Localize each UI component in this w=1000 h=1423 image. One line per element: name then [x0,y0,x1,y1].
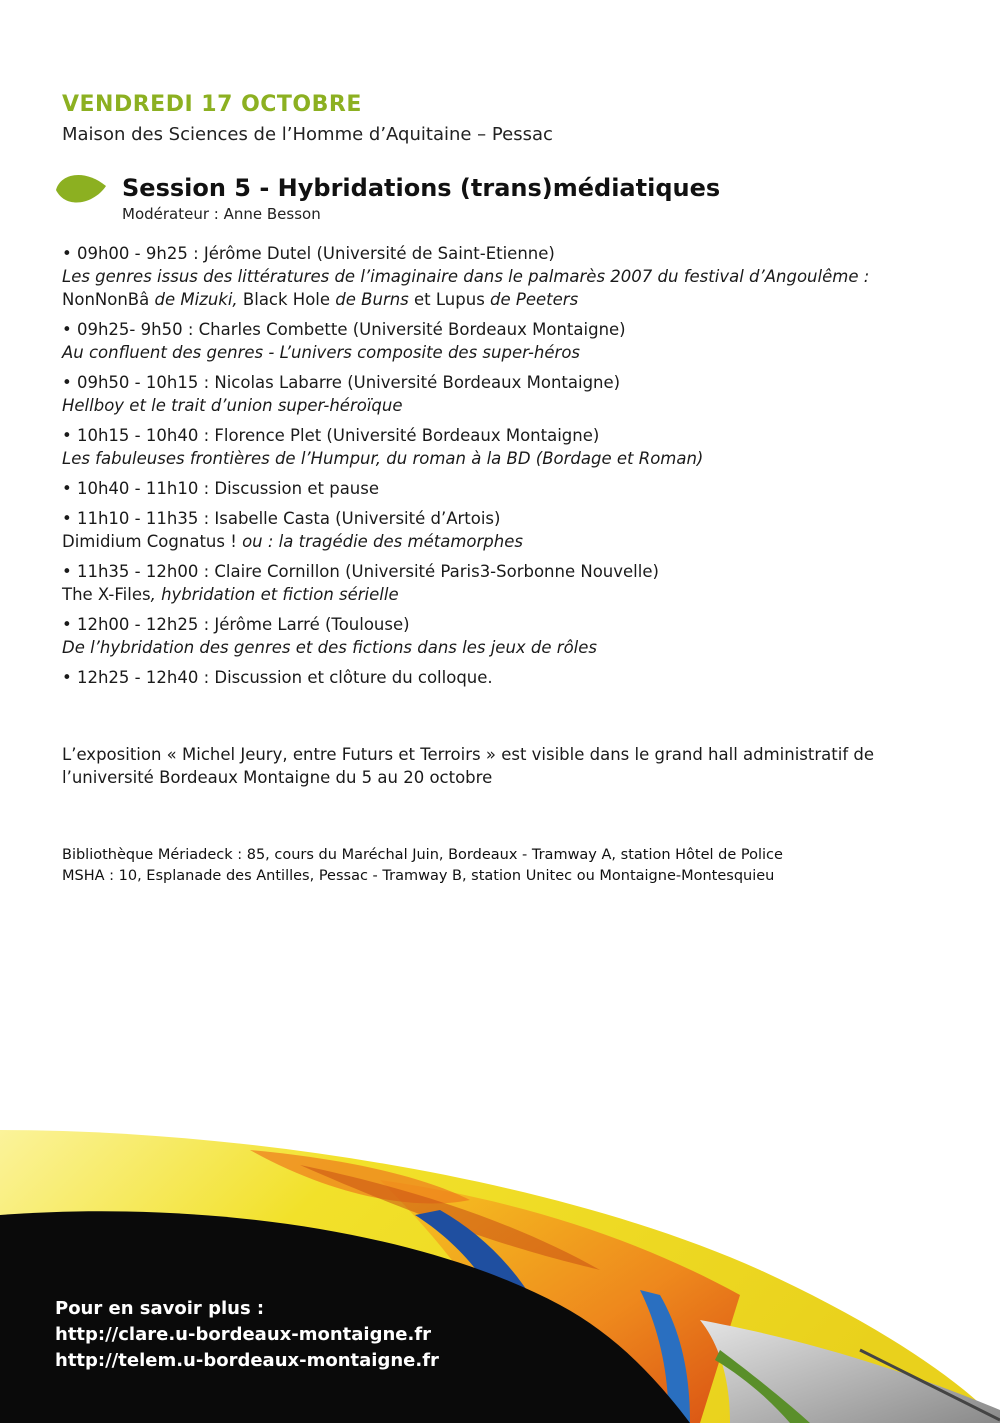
footer-link-telem[interactable]: http://telem.u-bordeaux-montaigne.fr [55,1350,439,1371]
talk-title-part: de Mizuki, [149,290,243,309]
footer-more-info [55,1296,439,1374]
talk-title-part: Lupus [435,290,485,309]
program-time-speaker: • 10h40 - 11h10 : Discussion et pause [62,479,380,498]
program-item [62,613,942,659]
program-talk-title [62,583,942,606]
program-talk-title [62,447,942,470]
address-line: MSHA : 10, Esplanade des Antilles, Pessac - Tramway B, station Unitec ou Montaigne-Montesquieu [62,868,775,884]
address-line: Bibliothèque Mériadeck : 85, cours du Maréchal Juin, Bordeaux - Tramway A, station Hôtel de Police [62,847,783,863]
talk-title-part: de Peeters [484,290,579,309]
footer-heading: Pour en savoir plus : [55,1298,265,1319]
program-time-speaker: • 09h25- 9h50 : Charles Combette (Université Bordeaux Montaigne) [62,320,626,339]
talk-title-part: Black Hole [242,290,331,309]
talk-title-part: de Burns [330,290,415,309]
program-time-speaker: • 11h35 - 12h00 : Claire Cornillon (Université Paris3-Sorbonne Nouvelle) [62,562,659,581]
day-title: VENDREDI 17 OCTOBRE [62,92,362,117]
talk-title-part: , hybridation et fiction sérielle [150,585,399,604]
talk-title-part: The X-Files [62,585,151,604]
talk-title-part: ou : la tragédie des métamorphes [236,532,523,551]
session-moderator: Modérateur : Anne Besson [122,205,321,223]
program-time-speaker: • 10h15 - 10h40 : Florence Plet (Université Bordeaux Montaigne) [62,426,600,445]
session-title: Session 5 - Hybridations (trans)médiatiques [122,174,721,202]
talk-title-part: Hellboy et le trait d’union super-héroïque [62,396,403,415]
program-list [62,242,942,696]
program-time-speaker: • 12h25 - 12h40 : Discussion et clôture du colloque. [62,668,493,687]
program-talk-title [62,265,942,311]
program-item [62,507,942,553]
program-time-speaker: • 09h00 - 9h25 : Jérôme Dutel (Université de Saint-Etienne) [62,244,555,263]
venue: Maison des Sciences de l’Homme d’Aquitaine – Pessac [62,124,553,145]
program-item [62,477,942,500]
footer-decorative-artwork [0,1120,1000,1423]
footer-link-clare[interactable]: http://clare.u-bordeaux-montaigne.fr [55,1324,432,1345]
address-block [62,845,783,887]
talk-title-part: Les genres issus des littératures de l’imaginaire dans le palmarès 2007 du festival d’Angoulême : [62,267,870,286]
program-time-speaker: • 11h10 - 11h35 : Isabelle Casta (Université d’Artois) [62,509,501,528]
talk-title-part: Dimidium Cognatus ! [62,532,237,551]
exhibition-notice: L’exposition « Michel Jeury, entre Futurs et Terroirs » est visible dans le grand hall administratif de l’université Bordeaux Montaigne du 5 au 20 octobre [62,745,875,787]
program-time-speaker: • 12h00 - 12h25 : Jérôme Larré (Toulouse) [62,615,410,634]
talk-title-part: Les fabuleuses frontières de l’Humpur, du roman à la BD (Bordage et Roman) [62,449,704,468]
green-leaf-icon [54,170,110,210]
talk-title-part: et [414,290,431,309]
program-item [62,242,942,311]
program-item [62,666,942,689]
program-item [62,371,942,417]
program-time-speaker: • 09h50 - 10h15 : Nicolas Labarre (Université Bordeaux Montaigne) [62,373,621,392]
program-talk-title [62,636,942,659]
program-talk-title [62,394,942,417]
program-talk-title [62,530,942,553]
program-item [62,318,942,364]
talk-title-part: De l’hybridation des genres et des fictions dans les jeux de rôles [62,638,598,657]
talk-title-part: NonNonBâ [62,290,150,309]
program-item [62,560,942,606]
program-item [62,424,942,470]
talk-title-part: Au confluent des genres - L’univers composite des super-héros [62,343,581,362]
program-talk-title [62,341,942,364]
